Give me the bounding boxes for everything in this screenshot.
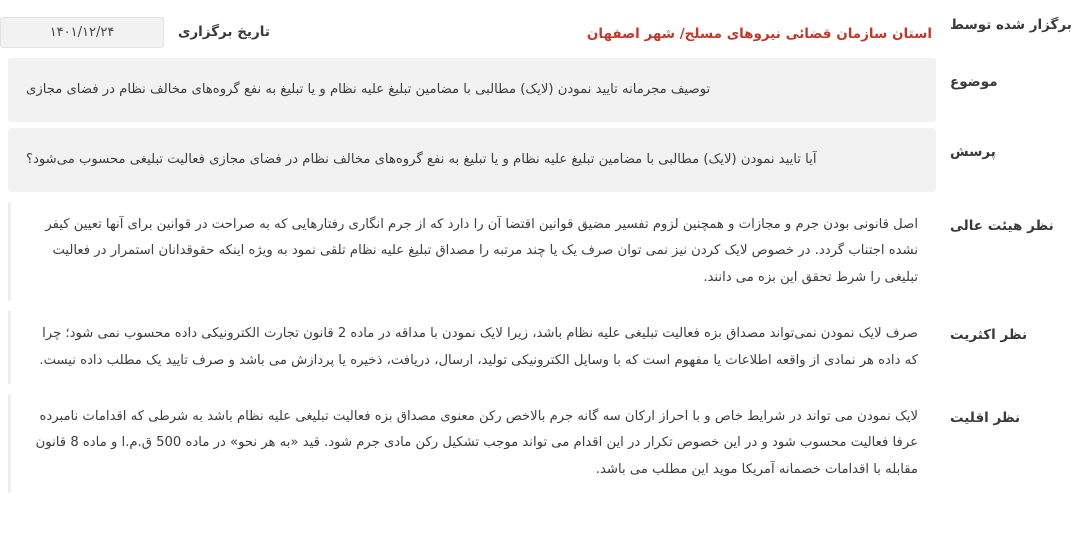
opinion-row-high-council <box>0 202 1088 301</box>
opinion-label-high-council: نظر هیئت عالی <box>950 218 1054 234</box>
subject-value-container <box>0 58 936 122</box>
question-text: آیا تایید نمودن (لایک) مطالبی با مضامین تبلیغ علیه نظام و یا تبلیغ به نفع گروه‌های مخالف نظام در فضای مجازی فعالیت تبلیغی محسوب می‌شود؟ <box>8 128 936 192</box>
organizer-row <box>0 0 1088 52</box>
subject-text: توصیف مجرمانه تایید نمودن (لایک) مطالبی با مضامین تبلیغ علیه نظام و یا تبلیغ به نفع گروه‌های مخالف نظام در فضای مجازی <box>8 58 936 122</box>
opinion-value-minority <box>0 394 936 493</box>
opinion-text-high-council: اصل قانونی بودن جرم و مجازات و همچنین لزوم تفسیر مضیق قوانین اقتضا آن را دارد که از جرم انگاری رفتارهایی که به صراحت در قوانین برای آنها تعیین کیفر نشده اجتناب گردد. در خصوص لایک کردن نیز نمی توان صرف یک یا چند مرتبه را مصداق تبلیغ علیه نظام تلقی نمود به ویژه اینکه حقوقدانان استمرار در فعالیت تبلیغی را شرط تحقق این بزه می دانند. <box>8 202 936 301</box>
date-value: ۱۴۰۱/۱۲/۲۴ <box>0 17 164 48</box>
subject-row <box>0 58 1088 122</box>
question-value-container <box>0 128 936 192</box>
subject-label: موضوع <box>950 74 998 90</box>
opinion-row-majority <box>0 311 1088 384</box>
opinion-text-minority: لایک نمودن می تواند در شرایط خاص و با احراز ارکان سه گانه جرم بالاخص رکن معنوی مصداق بزه فعالیت تبلیغی علیه نظام باشد به شرطی که اقدامات نامبرده عرفا فعالیت محسوب شود و در این خصوص تکرار در این اقدام می تواند موجب تشکیل رکن مادی جرم شود. قید «به هر نحو» در ماده 500 ق.م.ا و ماده 8 قانون مقابله با اقدامات خصمانه آمریکا موید این مطلب می باشد. <box>8 394 936 493</box>
opinion-row-minority <box>0 394 1088 493</box>
date-label: تاریخ برگزاری <box>178 24 270 40</box>
opinion-label-majority: نظر اکثریت <box>950 327 1028 344</box>
opinion-value-majority <box>0 311 936 384</box>
opinion-value-high-council <box>0 202 936 301</box>
organizer-value: استان سازمان قضائی نیروهای مسلح/ شهر اصفهان <box>586 26 932 42</box>
question-label: پرسش <box>950 144 996 160</box>
opinion-text-majority: صرف لایک نمودن نمی‌تواند مصداق بزه فعالیت تبلیغی علیه نظام باشد، زیرا لایک نمودن با مداقه در ماده 2 قانون تجارت الکترونیکی داده محسوب نمی شود؛ چرا که داده هر نمادی از واقعه اطلاعات یا مفهوم است که با وسایل الکترونیکی تولید، ارسال، دریافت، ذخیره یا پردازش می باشد و صرف تایید یک مطلب داده نیست. <box>8 311 936 384</box>
date-block <box>0 5 270 48</box>
question-row <box>0 128 1088 192</box>
organizer-label: برگزار شده توسط <box>950 17 1072 34</box>
opinion-label-minority: نظر اقلیت <box>950 410 1021 427</box>
